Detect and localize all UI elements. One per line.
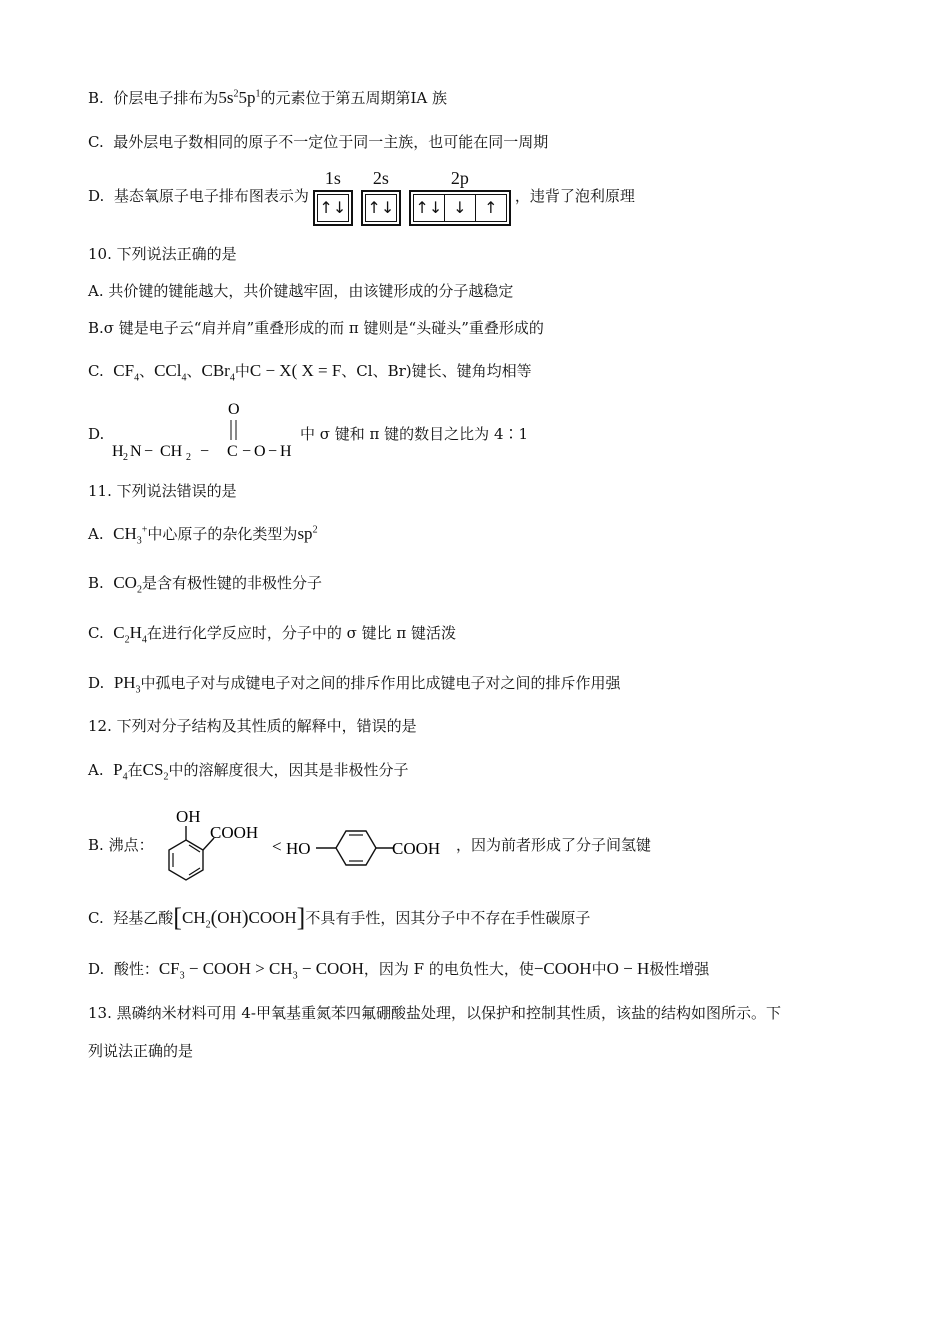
ring-1-double-bond-b bbox=[189, 868, 200, 875]
q11-stem: 11. 下列说法错误的是 bbox=[88, 482, 237, 500]
benzene-ring-2 bbox=[336, 831, 376, 865]
orbital-box: ↑↓ bbox=[413, 194, 445, 222]
formula-dash-3: − bbox=[242, 443, 252, 460]
q10-option-b: B.σ 键是电子云“肩并肩”重叠形成的而 π 键则是“头碰头”重叠形成的 bbox=[88, 319, 544, 337]
q10-option-a: A. 共价键的键能越大，共价键越牢固，由该键形成的分子越稳定 bbox=[88, 282, 514, 300]
orbital-2p: 2p ↑↓ ↓ ↑ bbox=[409, 169, 511, 226]
glycine-structure bbox=[108, 396, 298, 466]
q13-stem-line-1: 13. 黑磷纳米材料可用 4-甲氧基重氮苯四氟硼酸盐处理，以保护和控制其性质，该盐的结构如图所示。下 bbox=[88, 1004, 782, 1022]
formula-h-end: H bbox=[280, 443, 292, 460]
orbital-box: ↓ bbox=[445, 194, 476, 222]
formula-sub-2b: 2 bbox=[186, 452, 191, 463]
ring-1-double-bond-c bbox=[189, 845, 200, 852]
q10-option-d-label: D. bbox=[88, 425, 105, 443]
q11-option-d: D. $PH_3$中孤电子对与成键电子对之间的排斥作用比成键电子对之间的排斥作用强 bbox=[88, 673, 621, 696]
formula-h: H bbox=[112, 443, 124, 460]
q10-option-c: C. $CF_4$、CCl$_4$、CBr$_4$中C − X( X = F、Cl、Br)键长、键角均相等 bbox=[88, 361, 532, 384]
carboxyl-label-2: COOH bbox=[392, 839, 441, 858]
q11-option-a: A. $CH_3^+$中心原子的杂化类型为$sp^2$ bbox=[88, 524, 318, 547]
valence-config: $5s^25p^1$ bbox=[218, 88, 261, 107]
hydroxyl-label: OH bbox=[176, 807, 201, 826]
orbital-box: ↑↓ bbox=[317, 194, 349, 222]
q12-option-a: A. $P_4$在$CS_2$中的溶解度很大，因其是非极性分子 bbox=[88, 760, 409, 783]
formula-c: C bbox=[227, 443, 238, 460]
formula-dash-1: − bbox=[144, 443, 154, 460]
formula-dash-2: − bbox=[200, 443, 210, 460]
formula-ch: CH bbox=[160, 443, 183, 460]
formula-o: O bbox=[254, 443, 266, 460]
q12-option-b-text: ，因为前者形成了分子间氢键 bbox=[456, 836, 652, 854]
q11-option-b: B. $CO_2$是含有极性键的非极性分子 bbox=[88, 573, 322, 596]
orbital-box: ↑↓ bbox=[365, 194, 397, 222]
q11-option-c: C. $C_2H_4$在进行化学反应时，分子中的 σ 键比 π 键活泼 bbox=[88, 623, 457, 646]
orbital-2s: 2s ↑↓ bbox=[361, 169, 401, 226]
formula-n: N bbox=[130, 443, 142, 460]
q9-option-b: B. 价层电子排布为$5s^25p^1$的元素位于第五周期第ⅠA 族 bbox=[88, 88, 448, 107]
q9-option-c: C. 最外层电子数相同的原子不一定位于同一主族，也可能在同一周期 bbox=[88, 133, 549, 151]
benzene-ring-1 bbox=[169, 840, 203, 880]
q12-stem: 12. 下列对分子结构及其性质的解释中，错误的是 bbox=[88, 717, 417, 735]
q10-stem: 10. 下列说法正确的是 bbox=[88, 245, 237, 263]
q9-option-d: D. 基态氧原子电子排布图表示为 1s ↑↓ 2s ↑↓ 2p ↑↓ ↓ ↑ ，违背了泡利原理 bbox=[88, 168, 635, 228]
formula-sub-2: 2 bbox=[123, 452, 128, 463]
q13-stem-line-2: 列说法正确的是 bbox=[88, 1042, 194, 1060]
boiling-point-structures bbox=[158, 804, 458, 888]
q10-option-d-text: 中 σ 键和 π 键的数目之比为 4∶1 bbox=[300, 425, 529, 443]
q12-option-d: D. 酸性：$CF_3$ − COOH > $CH_3$ − COOH，因为 F 的电负性大，使−COOH中O − H极性增强 bbox=[88, 959, 710, 982]
q12-option-b-label: B. 沸点： bbox=[88, 836, 154, 854]
orbital-1s: 1s ↑↓ bbox=[313, 169, 353, 226]
carbonyl-oxygen: O bbox=[228, 401, 240, 418]
hydroxyl-label-2: HO bbox=[286, 839, 311, 858]
formula-dash-4: − bbox=[268, 443, 278, 460]
less-than-sign: < bbox=[272, 837, 282, 856]
q12-option-c: C. 羟基乙酸$[CH_2(OH)COOH]$不具有手性，因其分子中不存在手性碳原子 bbox=[88, 903, 591, 932]
carboxyl-label-1: COOH bbox=[210, 823, 259, 842]
orbital-box: ↑ bbox=[476, 194, 507, 222]
